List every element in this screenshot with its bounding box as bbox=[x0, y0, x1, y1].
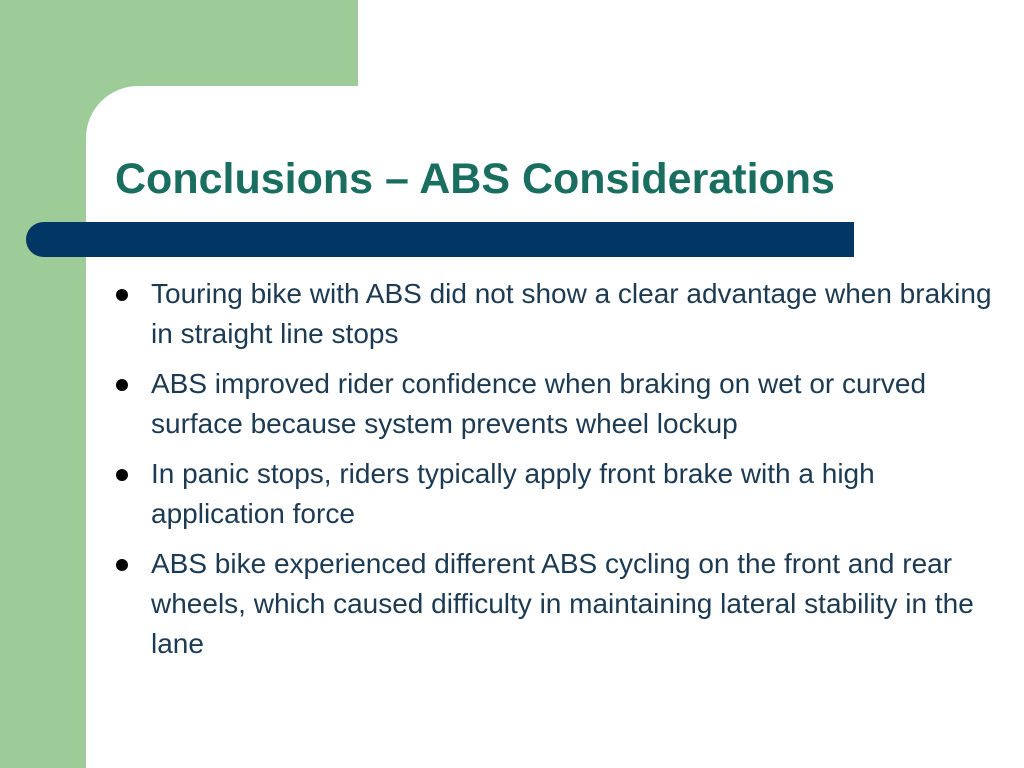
bullet-item bbox=[110, 454, 1000, 534]
bullet-dot-icon bbox=[116, 289, 128, 301]
bullet-item bbox=[110, 274, 1000, 354]
bullet-dot-icon bbox=[116, 379, 128, 391]
bullet-text: Touring bike with ABS did not show a clear advantage when braking in straight line stops bbox=[151, 278, 992, 349]
bullet-dot-icon bbox=[116, 469, 128, 481]
title-underline-bar bbox=[26, 222, 854, 257]
bullet-text: In panic stops, riders typically apply front brake with a high application force bbox=[151, 458, 875, 529]
bullet-list bbox=[110, 274, 1000, 674]
bullet-item bbox=[110, 364, 1000, 444]
bullet-text: ABS bike experienced different ABS cycling on the front and rear wheels, which caused difficulty in maintaining lateral stability in the lane bbox=[151, 548, 974, 659]
bullet-dot-icon bbox=[116, 559, 128, 571]
green-left-strip bbox=[0, 0, 86, 768]
bullet-text: ABS improved rider confidence when braking on wet or curved surface because system prevents wheel lockup bbox=[151, 368, 927, 439]
bullet-item bbox=[110, 544, 1000, 664]
slide-title: Conclusions – ABS Considerations bbox=[115, 155, 835, 203]
